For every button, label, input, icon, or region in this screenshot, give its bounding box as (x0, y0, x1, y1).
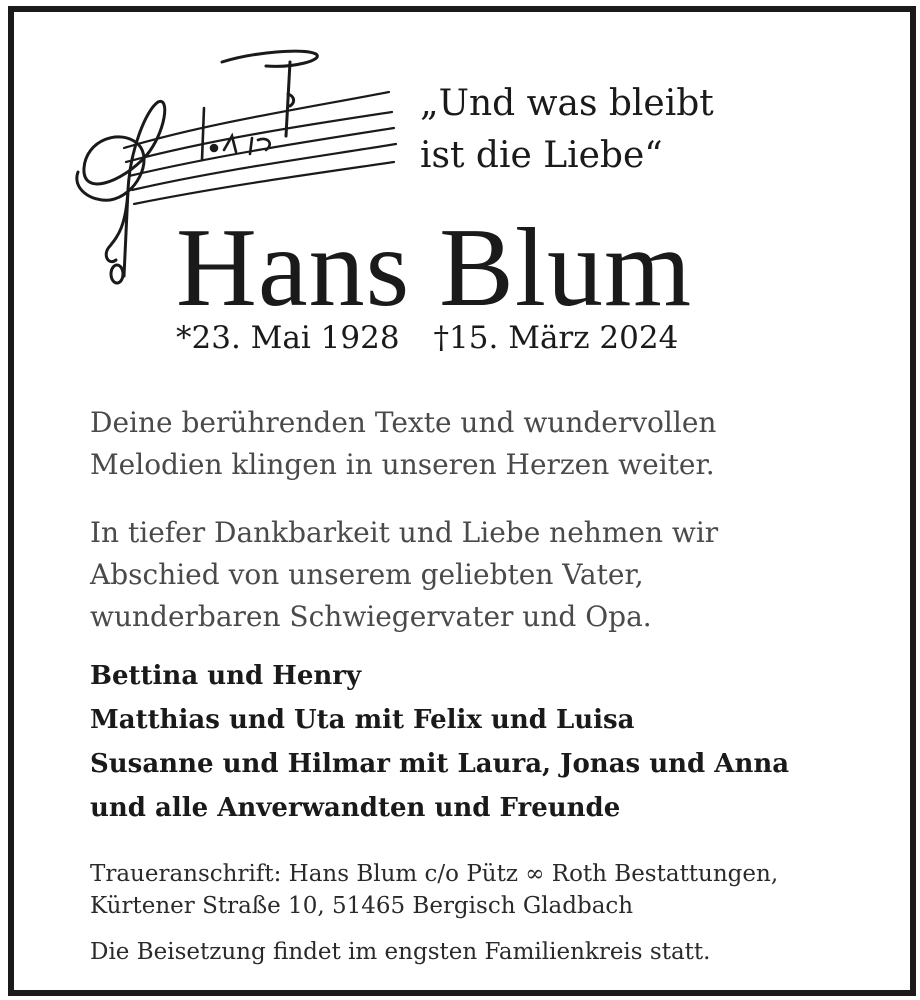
farewell-line-2: Abschied von unserem geliebten Vater, (90, 558, 644, 591)
family-signatories (90, 654, 789, 830)
birth-date: *23. Mai 1928 (176, 320, 400, 356)
address-line-1: Traueranschrift: Hans Blum c/o Pütz ∞ Roth Bestattungen, (90, 861, 779, 887)
quote (420, 78, 714, 182)
life-dates (176, 318, 678, 358)
deceased-name: Hans Blum (176, 206, 693, 330)
death-date: †15. März 2024 (433, 320, 679, 356)
family-line: Susanne und Hilmar mit Laura, Jonas und Anna (90, 749, 790, 779)
family-line: Bettina und Henry (90, 661, 362, 691)
quote-line-1: „Und was bleibt (420, 83, 714, 124)
farewell-line-1: In tiefer Dankbarkeit und Liebe nehmen wir (90, 516, 719, 549)
mourning-address (90, 858, 778, 922)
tribute-line-1: Deine berührenden Texte und wundervollen (90, 406, 717, 439)
farewell-paragraph (90, 512, 718, 638)
family-line: und alle Anverwandten und Freunde (90, 793, 621, 823)
tribute-line-2: Melodien klingen in unseren Herzen weiter. (90, 448, 715, 481)
quote-line-2: ist die Liebe“ (420, 135, 663, 176)
farewell-line-3: wunderbaren Schwiegervater und Opa. (90, 600, 652, 633)
address-line-2: Kürtener Straße 10, 51465 Bergisch Gladbach (90, 893, 634, 919)
obituary-card (8, 6, 916, 996)
tribute-paragraph (90, 402, 716, 486)
burial-note: Die Beisetzung findet im engsten Familienkreis statt. (90, 939, 711, 965)
family-line: Matthias und Uta mit Felix und Luisa (90, 705, 635, 735)
